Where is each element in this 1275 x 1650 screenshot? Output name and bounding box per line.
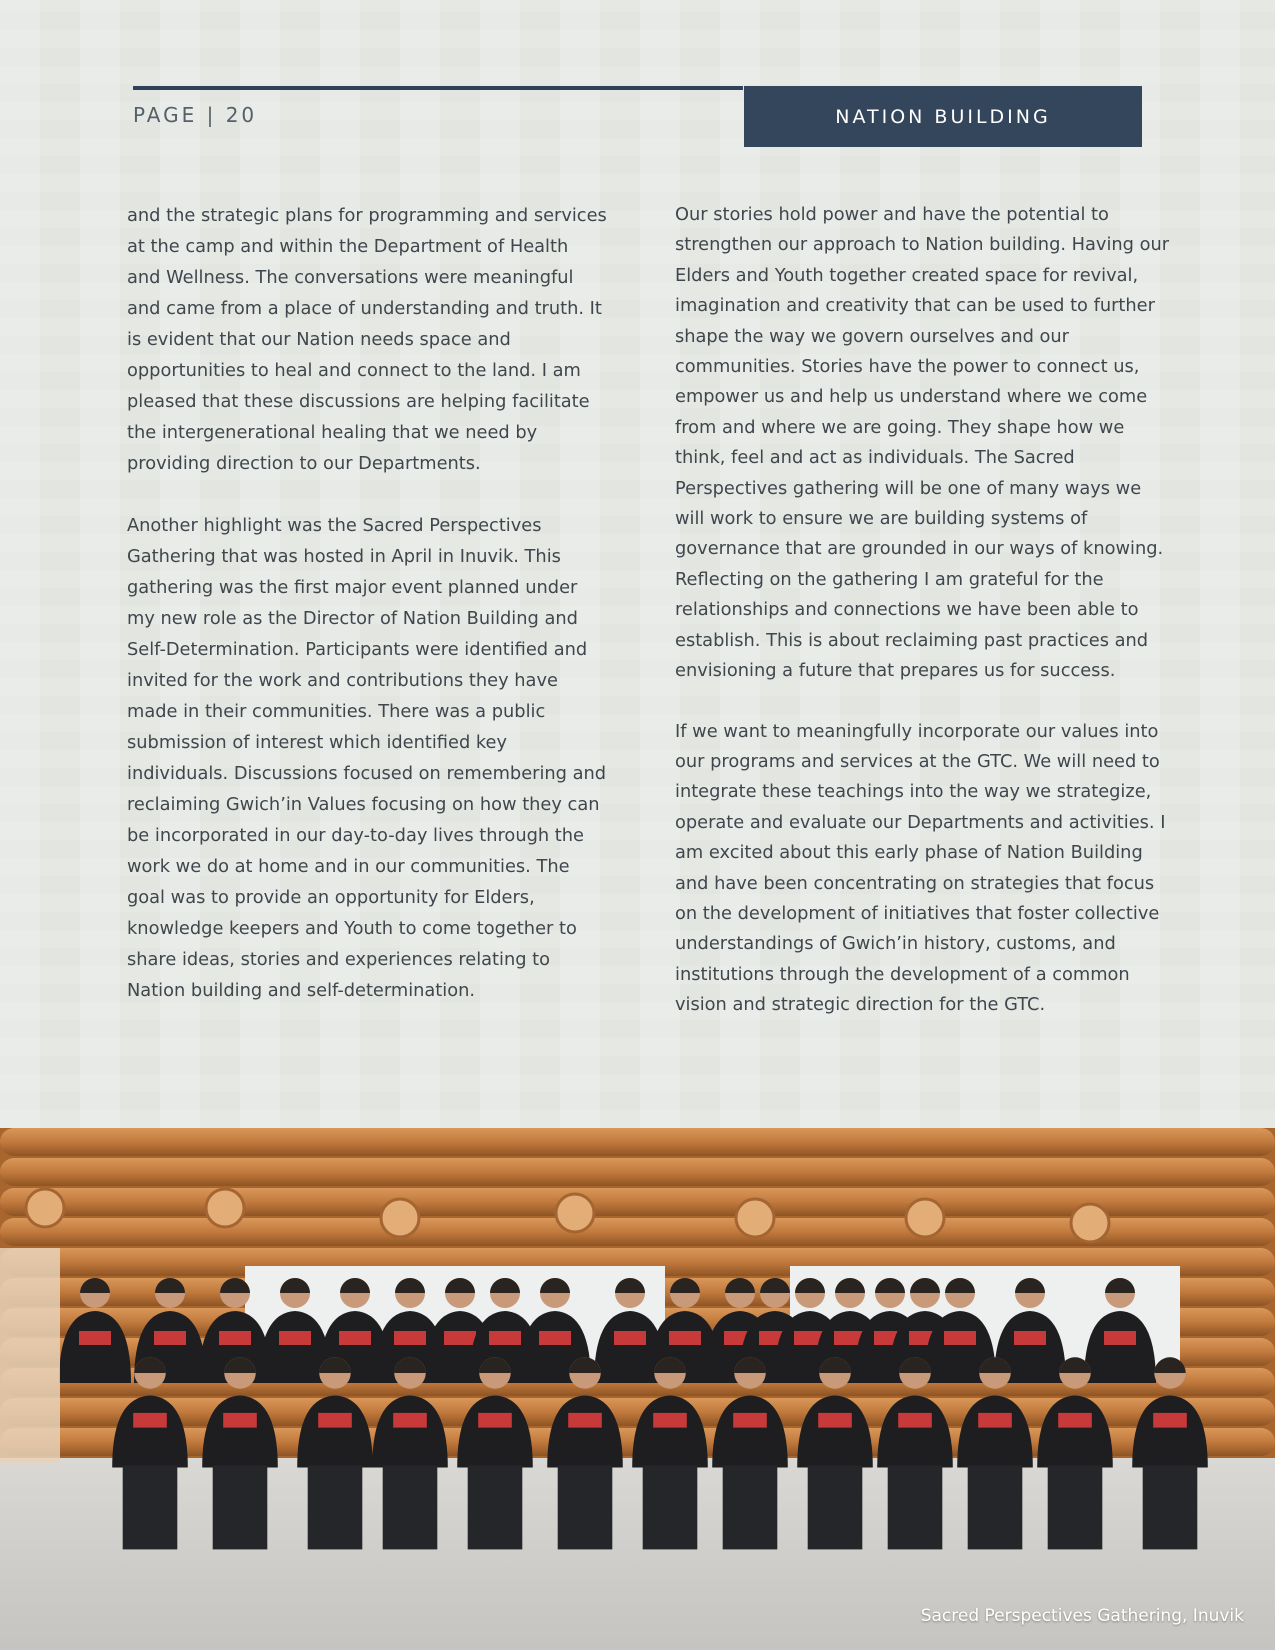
right-paragraph-2: If we want to meaningfully incorporate our values into our programs and services at the GTC. We will need to integrate these teachings into the way we strategize, operate and evaluate our Departments and activities. I am excited about this early phase of Nation Building and have been concentrating on strategies that focus on the development of initiatives that foster collective understandings of Gwich’in history, customs, and institutions through the development of a common vision and strategic direction for the GTC. (675, 720, 1166, 1016)
left-paragraph-2: Another highlight was the Sacred Perspectives Gathering that was hosted in April in Inuvik. This gathering was the first major event planned under my new role as the Director of Nation Building and Self-Determination. Participants were identified and invited for the work and contributions they have made in their communities. There was a public submission of interest which identified key individuals. Discussions focused on remembering and reclaiming Gwich’in Values focusing on how they can be incorporated in our day-to-day lives through the work we do at home and in our communities. The goal was to provide an opportunity for Elders, knowledge keepers and Youth to come together to share ideas, stories and experiences relating to Nation building and self-determination. (127, 515, 607, 1001)
page-number: PAGE | 20 (133, 103, 258, 127)
right-paragraph-1: Our stories hold power and have the potential to strengthen our approach to Nation building. Having our Elders and Youth together created space for revival, imagination and creativity that can be used to further shape the way we govern ourselves and our communities. Stories have the power to connect us, empower us and help us understand where we come from and where we are going. They shape how we think, feel and act as individuals. The Sacred Perspectives gathering will be one of many ways we will work to ensure we are building systems of governance that are grounded in our ways of knowing. Reflecting on the gathering I am grateful for the relationships and connections we have been able to establish. This is about reclaiming past practices and envisioning a future that prepares us for success. (675, 204, 1170, 682)
section-header (744, 86, 1142, 147)
group-photo (0, 1128, 1275, 1650)
group-photo-illustration (0, 1128, 1275, 1650)
header-rule (133, 86, 743, 90)
photo-caption: Sacred Perspectives Gathering, Inuvik (920, 1606, 1244, 1626)
left-paragraph-1: and the strategic plans for programming and services at the camp and within the Department of Health and Wellness. The conversations were meaningful and came from a place of understanding and truth. It is evident that our Nation needs space and opportunities to heal and connect to the land. I am pleased that these discussions are helping facilitate the intergenerational healing that we need by providing direction to our Departments. (127, 205, 607, 474)
left-column (127, 200, 607, 1037)
right-column (675, 200, 1175, 1051)
section-title: NATION BUILDING (835, 105, 1051, 128)
